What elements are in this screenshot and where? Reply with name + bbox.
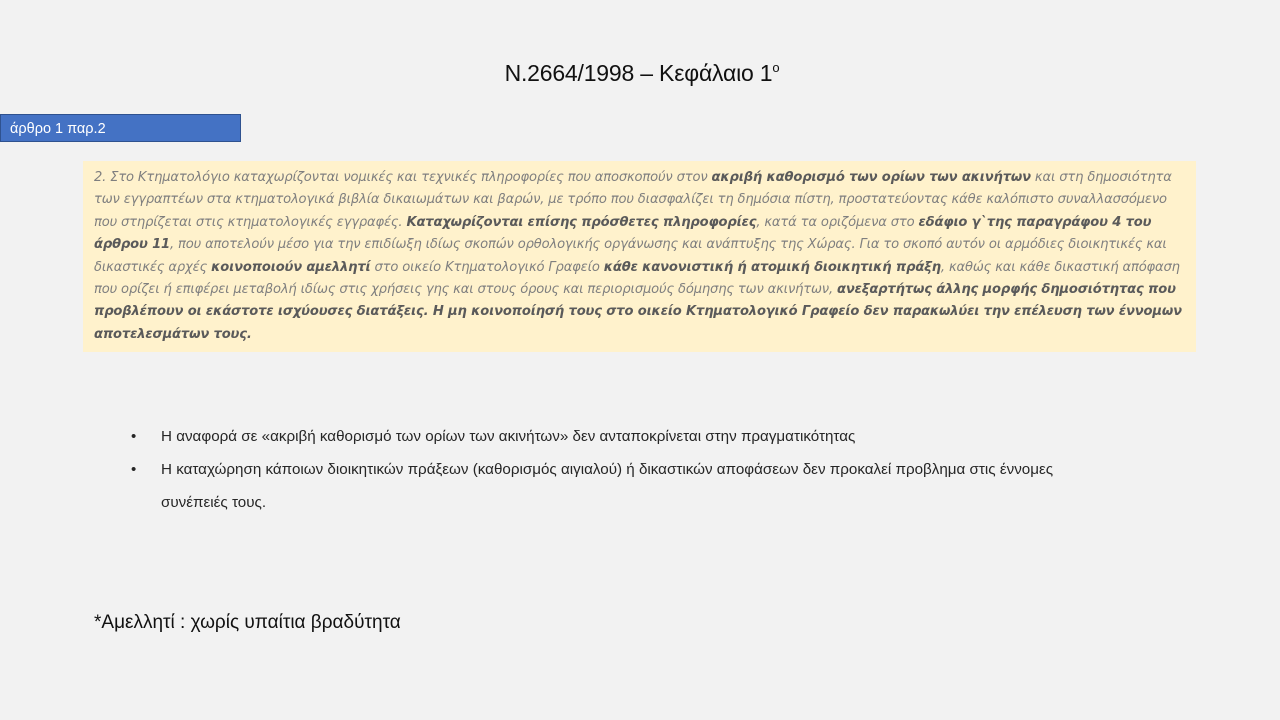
bullet-list xyxy=(131,420,1091,519)
bullet-marker: • xyxy=(131,461,137,478)
footnote: *Αμελλητί : χωρίς υπαίτια βραδύτητα xyxy=(94,612,401,633)
bullet-item xyxy=(131,420,1091,453)
bullet-text: Η καταχώρηση κάποιων διοικητικών πράξεων (καθορισμός αιγιαλού) ή δικαστικών αποφάσεων δεν προκαλεί προβλημα στις έννομες συνέπειές τους. xyxy=(161,461,1054,511)
quote-text: 2. Στο Κτηματολόγιο καταχωρίζονται νομικές και τεχνικές πληροφορίες που αποσκοπούν στον xyxy=(94,170,712,185)
quote-emphasis: κοινοποιούν αμελλητί xyxy=(211,259,371,275)
quote-text: , κατά τα οριζόμενα στο xyxy=(756,214,919,230)
slide-title-superscript: ο xyxy=(772,60,780,75)
quote-text: στο οικείο Κτηματολογικό Γραφείο xyxy=(370,259,604,275)
quote-emphasis: κάθε κανονιστική ή ατομική διοικητική πράξη xyxy=(603,259,941,275)
law-quote-box xyxy=(83,161,1196,352)
quote-emphasis: εδάφιο γ`της παραγράφου 4 του άρθρου 11 xyxy=(94,214,1152,253)
quote-text: και στη δημοσιότητα των εγγραπτέων στα κτηματολογικά βιβλία δικαιωμάτων και βαρών, με τρόπο που διασφαλίζει τη δημόσια πίστη, προστατεύοντας κάθε καλόπιστο συναλλασσόμενο που στηρίζεται στις κτηματολογικές εγγραφές. xyxy=(94,170,1172,230)
bullet-marker: • xyxy=(131,428,137,445)
bullet-text: Η αναφορά σε «ακριβή καθορισμό των ορίων των ακινήτων» δεν ανταποκρίνεται στην πραγματικότητας xyxy=(161,428,856,445)
quote-text: , καθώς και κάθε δικαστική απόφαση που ορίζει ή επιφέρει μεταβολή ιδίως στις χρήσεις γης και στους όρους και περιορισμούς δόμησης των ακινήτων, xyxy=(94,259,1180,298)
quote-emphasis: ανεξαρτήτως άλλης μορφής δημοσιότητας που προβλέπουν οι εκάστοτε ισχύουσες διατάξεις. Η μη κοινοποίησή τους στο οικείο Κτηματολογικό Γραφείο δεν παρακωλύει την επέλευση των έννομων αποτελεσμάτων τους. xyxy=(94,282,1182,342)
quote-emphasis: ακριβή καθορισμό των ορίων των ακινήτων xyxy=(711,170,1031,185)
bullet-item xyxy=(131,453,1091,519)
quote-emphasis: Καταχωρίζονται επίσης πρόσθετες πληροφορίες xyxy=(406,214,757,230)
slide-title xyxy=(0,60,1280,87)
slide-title-text: Ν.2664/1998 – Κεφάλαιο 1 xyxy=(504,60,773,86)
article-label: άρθρο 1 παρ.2 xyxy=(0,114,241,142)
quote-text: , που αποτελούν μέσο για την επιδίωξη ιδίως σκοπών ορθολογικής οργάνωσης και ανάπτυξης της Χώρας. Για το σκοπό αυτόν οι αρμόδιες διοικητικές και δικαστικές αρχές xyxy=(94,237,1167,275)
